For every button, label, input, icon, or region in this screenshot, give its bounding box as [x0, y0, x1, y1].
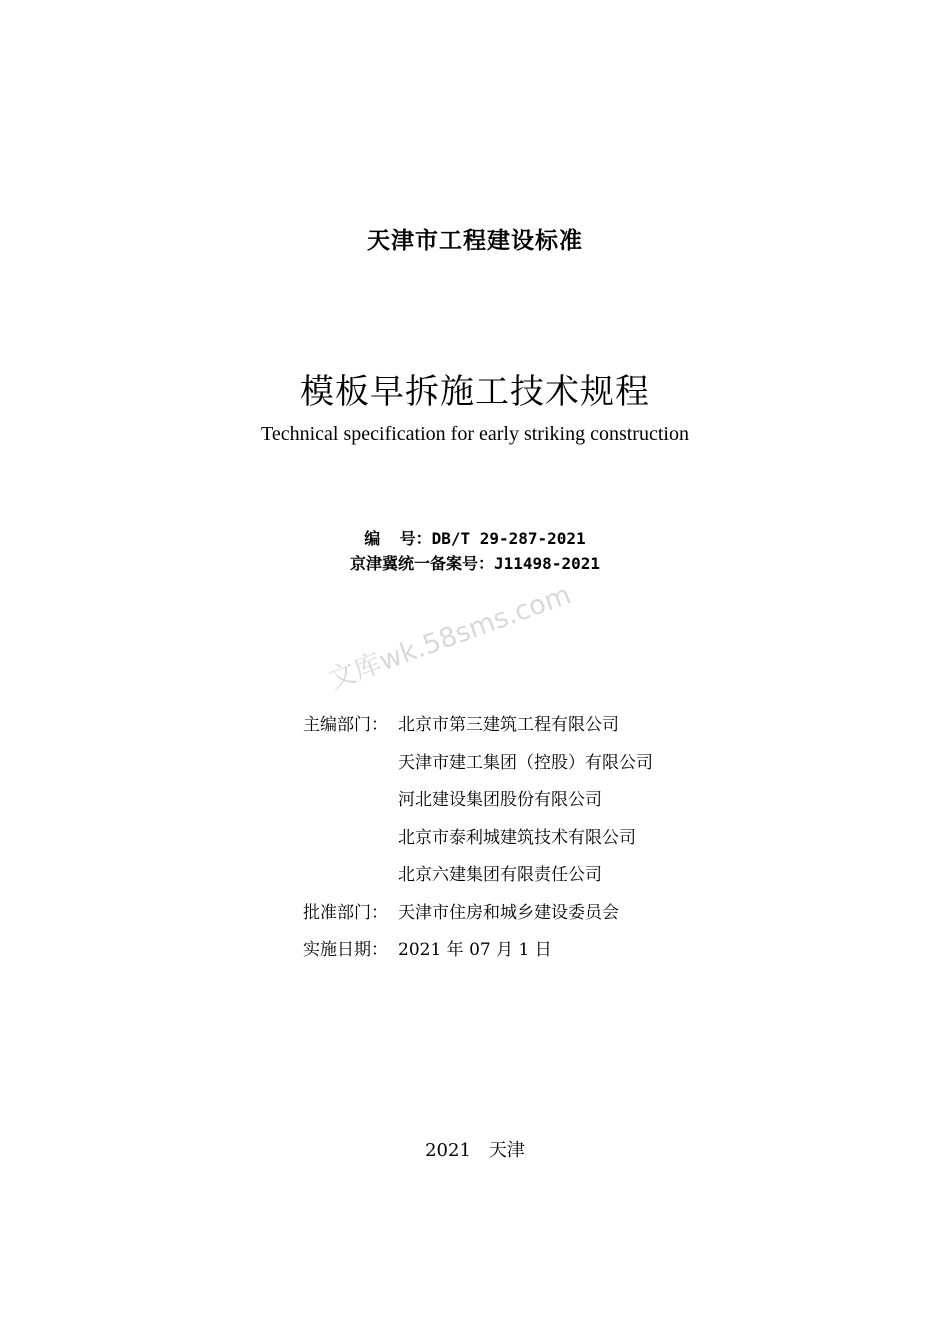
info-row-approval [303, 892, 653, 930]
info-row-chief-editor [303, 854, 653, 892]
info-row-chief-editor [303, 779, 653, 817]
footer-imprint [0, 1136, 950, 1162]
document-codes [0, 526, 950, 576]
standard-series-title: 天津市工程建设标准 [367, 228, 583, 254]
info-row-chief-editor [303, 742, 653, 780]
footer-city: 天津 [488, 1140, 525, 1161]
info-row-chief-editor [303, 704, 653, 742]
watermark: 文库wk.58sms.com [324, 579, 575, 696]
info-row-date [303, 929, 653, 967]
chief-editor-item: 北京市第三建筑工程有限公司 [398, 715, 619, 736]
standard-number: 编 号：DB/T 29-287-2021 [364, 529, 586, 548]
info-row-chief-editor [303, 817, 653, 855]
chief-editor-item: 河北建设集团股份有限公司 [398, 790, 602, 811]
chief-editor-item: 天津市建工集团（控股）有限公司 [398, 752, 653, 773]
date-label: 实施日期： [303, 940, 388, 961]
record-number: 京津冀统一备案号：J11498-2021 [350, 554, 600, 573]
date-value: 2021 年 07 月 1 日 [398, 940, 552, 961]
chief-editor-item: 北京六建集团有限责任公司 [398, 865, 602, 886]
approval-label: 批准部门： [303, 902, 388, 923]
approval-value: 天津市住房和城乡建设委员会 [398, 902, 619, 923]
chief-editor-item: 北京市泰利城建筑技术有限公司 [398, 827, 636, 848]
footer-year: 2021 [425, 1140, 471, 1161]
document-title-en: Technical specification for early striking construction [261, 423, 689, 445]
document-info [303, 704, 653, 967]
chief-editor-label: 主编部门： [303, 715, 388, 736]
document-title-cn: 模板早拆施工技术规程 [300, 372, 650, 412]
